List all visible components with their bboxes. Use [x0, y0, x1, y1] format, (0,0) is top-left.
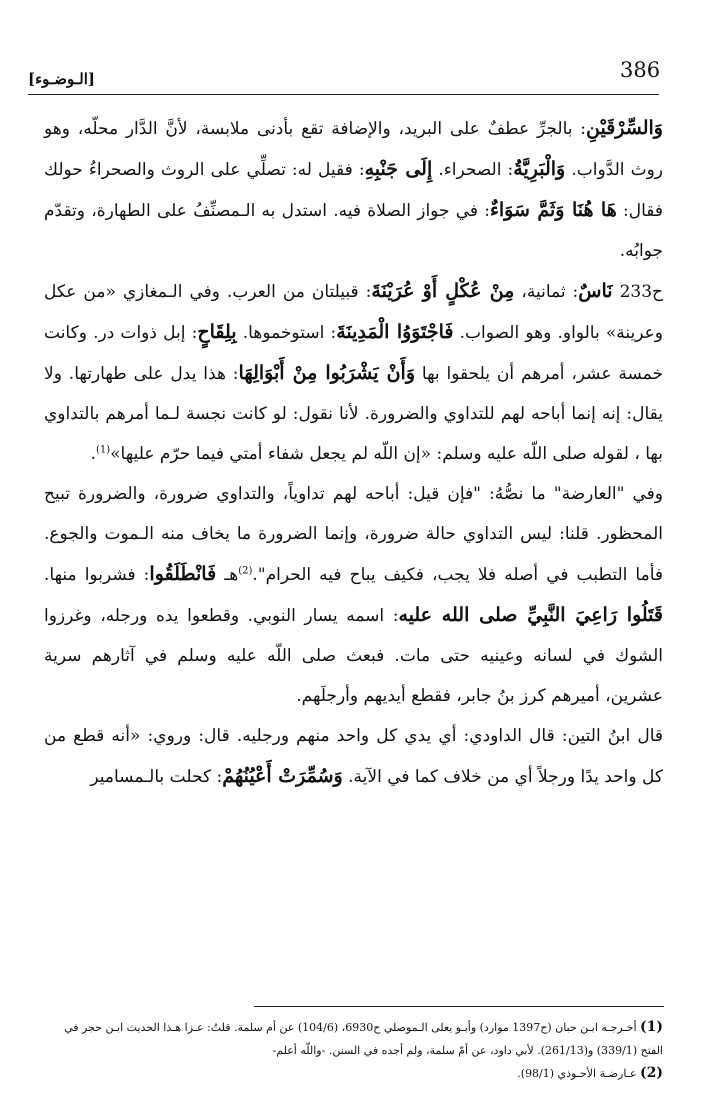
- footnote: [44, 1062, 663, 1085]
- hadith-quote: فَاجْتَوَوُا الْمَدِينَةَ: [336, 321, 454, 343]
- footnote-number: (1): [640, 1019, 663, 1035]
- text-run: : في جواز الصلاة فيه. استدل به الـمصنِّفُ على الطهارة، وتقدّم جوابُه.: [44, 201, 663, 261]
- text-run: : فقيل له: تصلِّي على الروث والصحراءُ حولك فقال:: [44, 160, 663, 221]
- hadith-quote: نَاسٌ: [578, 280, 613, 302]
- paragraph: [44, 716, 663, 797]
- footnote-text: أخـرجـه ابـن حبان (ح1397 موارد) وأبـو يعلى الـموصلي ح6930، (104/6) عن أم سلمة. قلتُ: عـزا هـذا الحديث ابـن حجر في الفتح (339/1) و(261/13). لأبي داود، عن أمّ سلمة، ولم أجده في السنن. -واللّه أعلم-: [64, 1021, 663, 1057]
- text-run: : بالجرِّ عطفٌ على البريد، والإضافة تقع بأدنى ملابسة، لأنَّ الدَّار محلّه، وهو روث الدَّواب.: [44, 119, 664, 180]
- body-text: [44, 108, 663, 797]
- footnote-number: (2): [640, 1065, 663, 1081]
- footnotes: [44, 1016, 663, 1085]
- text-run: قال ابنُ التين: قال الداودي: أي يدي كل واحد منهم ورجليه. قال: وروي: «أنه قطع من كل واحد يدًا ورجلاً أي من خلاف كما في الآية.: [44, 726, 663, 787]
- text-run: : هذا يدل على طهارتها. ولا يقال: إنه إنما أباحه لهم للتداوي والضرورة. لأنا نقول: لو كانت نجسة لـما أمرهم بالتداوي بها ، لقوله صلى اللّه عليه وسلم: «إن اللّه لم يجعل شفاء أمتي فيما حرّم عليها»: [44, 364, 663, 464]
- text-run: .: [90, 444, 96, 464]
- paragraph: [44, 474, 663, 716]
- text-run: ح233: [612, 282, 663, 302]
- text-run: : الصحراء.: [432, 160, 514, 180]
- page-number: 386: [620, 58, 661, 82]
- text-run: : كحلت بالـمسامير: [90, 767, 223, 787]
- footnote-ref: (2): [238, 565, 253, 577]
- paragraph: [44, 271, 663, 474]
- footnote: [44, 1016, 663, 1062]
- hadith-quote: وَالسِّرْقَيْنِ: [586, 117, 663, 139]
- hadith-quote: بِلِقَاحٍ: [197, 321, 237, 343]
- text-run: : استوخموها.: [236, 323, 337, 343]
- text-run: : قبيلتان من العرب. وفي الـمغازي «من عكل وعرينة» بالواو. وهو الصواب.: [44, 282, 663, 343]
- hadith-quote: قَتَلُوا رَاعِيَ النَّبِيِّ صلى الله عليه: [398, 604, 663, 626]
- footnote-rule: [254, 1006, 664, 1007]
- text-run: هـ: [216, 565, 239, 585]
- text-run: : اسمه يسار النوبي. وقطعوا يده ورجله، وغرزوا الشوك في لسانه وعينيه حتى مات. فبعث صلى اللّه عليه وسلم في آثارهم سرية عشرين، أميرهم كرز بنُ جابر، فقطع أيديهم وأرجلَهم.: [44, 606, 663, 706]
- running-head: [الـوضـوء]: [28, 70, 96, 88]
- paragraph: [44, 108, 663, 271]
- hadith-quote: إِلَى جَنْبِهِ: [364, 158, 433, 180]
- hadith-quote: هَا هُنَا وَثَمَّ سَوَاءٌ: [489, 199, 617, 221]
- hadith-quote: مِنْ عُكْلٍ أَوْ عُرَيْنَةَ: [371, 280, 515, 302]
- hadith-quote: وَأَنْ يَشْرَبُوا مِنْ أَبْوَالِهَا: [238, 362, 415, 384]
- page-header: [28, 58, 659, 96]
- footnote-ref: (1): [95, 444, 111, 456]
- hadith-quote: وَالْبَرِيَّةُ: [513, 158, 566, 180]
- footnote-text: عـارضـة الأحـوذي (98/1).: [517, 1067, 640, 1080]
- text-run: : ثمانية،: [514, 282, 579, 302]
- header-rule: [28, 94, 659, 95]
- text-run: : فشربوا منها.: [44, 565, 150, 585]
- text-run: وفي "العارضة" ما نصُّهُ: "فإن قيل: أباحه لهم تداوياً، والتداوي ضرورة، والضرورة تبيح المحظور. قلنا: ليس التداوي حالة ضرورة، وإنما الضرورة ما يخاف منه الـموت والجوع. فأما التطبب في أصله فلا يجب، فكيف يباح فيه الحرام".: [44, 484, 664, 585]
- hadith-quote: وَسُمِّرَتْ أَعْيُنُهُمْ: [222, 765, 343, 787]
- hadith-quote: فَانْطَلَقُوا: [149, 563, 217, 585]
- text-run: : إبل ذوات در. وكانت خمسة عشر، أمرهم أن يلحقوا بها: [44, 323, 663, 384]
